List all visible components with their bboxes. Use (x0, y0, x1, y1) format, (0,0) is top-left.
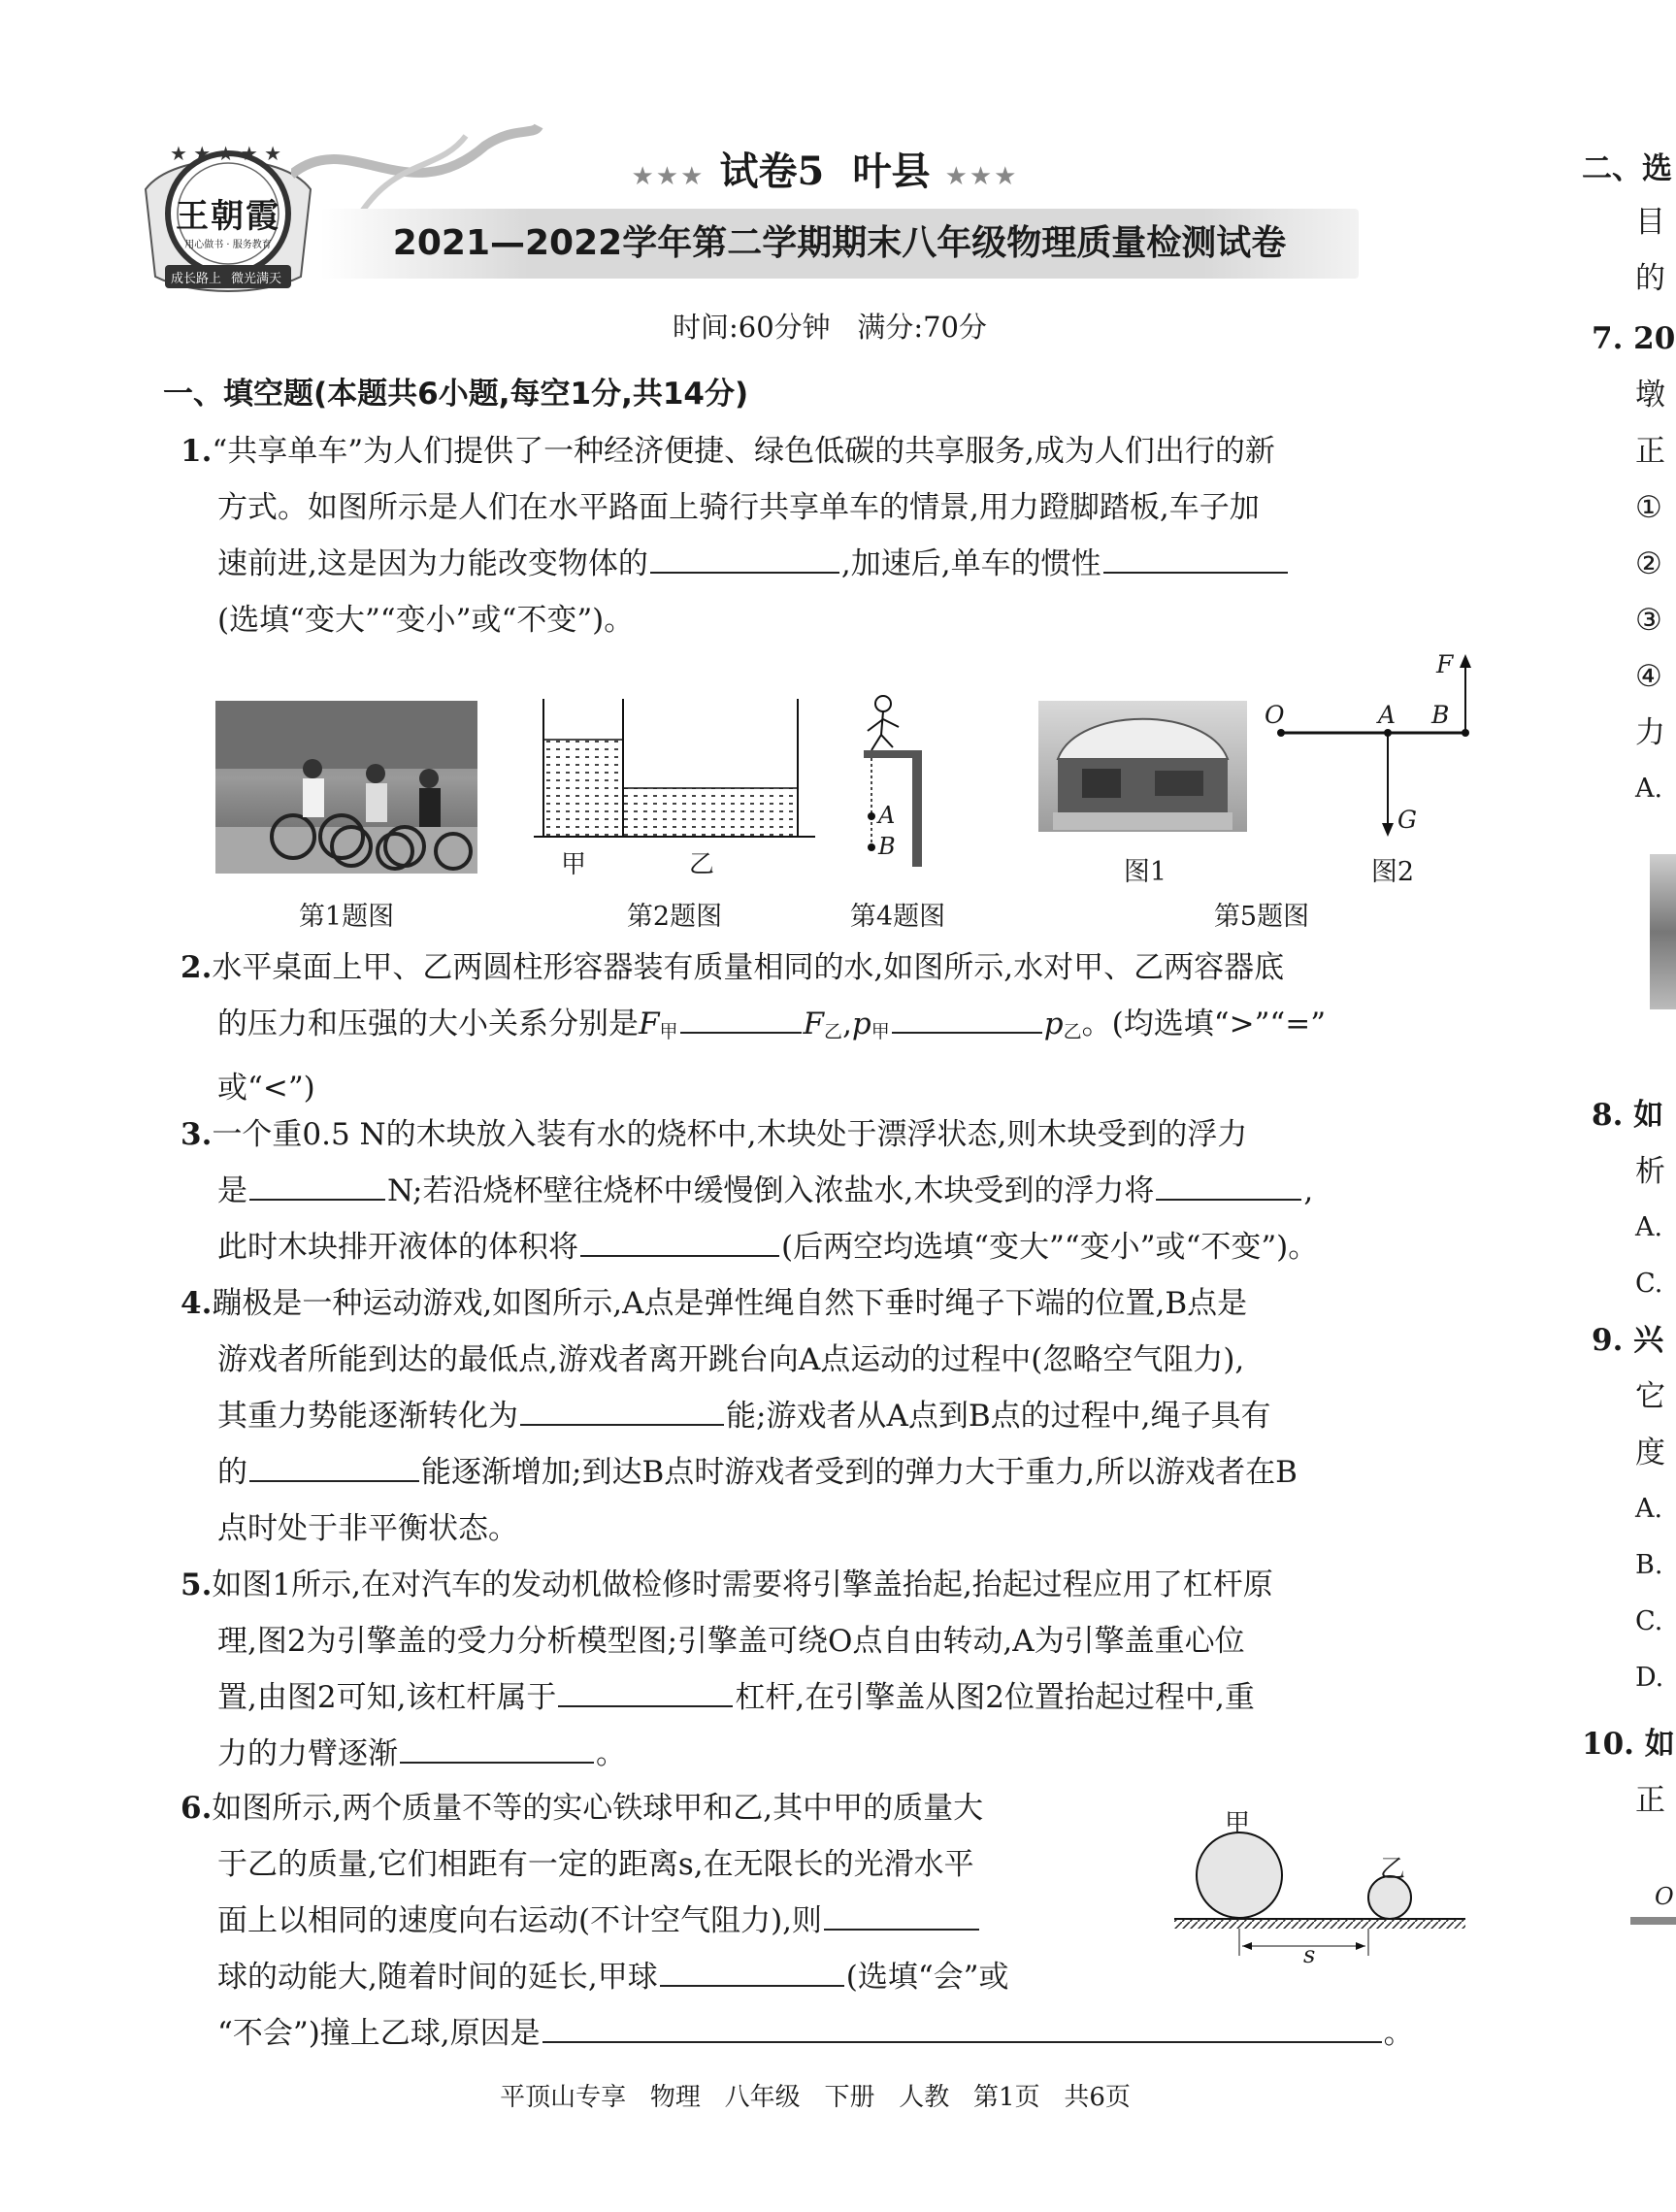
rc-q9A: A. (1635, 1494, 1663, 1524)
q6-line1: 如图所示,两个质量不等的实心铁球甲和乙,其中甲的质量大 (212, 1791, 984, 1826)
q2-number: 2. (181, 950, 213, 985)
q3-line2a: 是 (217, 1173, 247, 1208)
stars-left: ★★★ (631, 162, 706, 191)
exam-label: 试卷5 (719, 149, 825, 194)
q4-number: 4. (181, 1286, 213, 1321)
q4-blank-1[interactable] (520, 1391, 724, 1426)
q3-blank-2[interactable] (1156, 1166, 1301, 1201)
q1-blank-1[interactable] (650, 539, 839, 574)
rc-q10-bar (1630, 1917, 1676, 1925)
rc-o1: ① (1635, 490, 1662, 525)
exam-region: 叶县 (852, 149, 931, 194)
right-col-q9 (1592, 1312, 1676, 1706)
fig4-bungee-diagram (854, 694, 941, 869)
rc-r2: 的 (1635, 261, 1665, 296)
exam-subtitle: 2021—2022学年第二学期期末八年级物理质量检测试卷 (392, 223, 1287, 263)
fig4-label-B: B (878, 833, 896, 860)
rc-q8: 8. 如 (1592, 1098, 1664, 1133)
q3-blank-1[interactable] (249, 1166, 385, 1201)
rc-q9C: C. (1635, 1606, 1663, 1636)
q6-number: 6. (181, 1791, 213, 1826)
q3-line3b: (后两空均选填“变大”“变小”或“不变”)。 (781, 1230, 1319, 1265)
q2-line2c: 。(均选填“>”“=” (1081, 1007, 1327, 1041)
q5-line2: 理,图2为引擎盖的受力分析模型图;引擎盖可绕O点自由转动,A为引擎盖重心位 (217, 1624, 1245, 1659)
q2-comma: , (842, 1007, 852, 1041)
q6-line4b: (选填“会”或 (845, 1960, 1009, 1995)
rc-q8A: A. (1635, 1212, 1663, 1242)
q1-line3a: 速前进,这是因为力能改变物体的 (217, 546, 648, 581)
q6-blank-1[interactable] (824, 1896, 979, 1931)
fig-caption-5: 第5题图 (1213, 902, 1310, 932)
stars-right: ★★★ (944, 162, 1019, 191)
q6-line5b: 。 (1383, 2016, 1414, 2051)
q6-line4a: 球的动能大,随着时间的延长,甲球 (217, 1960, 658, 1995)
q3-number: 3. (181, 1117, 213, 1152)
rc-q8C: C. (1635, 1269, 1663, 1299)
question-2 (181, 940, 1471, 1116)
q2-p-jia: p (851, 1007, 871, 1041)
fig-caption-1: 第1题图 (298, 902, 395, 932)
q2-sub-yi-1: 乙 (824, 1021, 843, 1042)
q5-blank-1[interactable] (558, 1672, 733, 1707)
q3-blank-3[interactable] (580, 1222, 779, 1257)
q4-line4b: 能逐渐增加;到达B点时游戏者受到的弹力大于重力,所以游戏者在B (421, 1455, 1298, 1490)
q3-line2b: N;若沿烧杯壁往烧杯中缓慢倒入浓盐水,木块受到的浮力将 (387, 1173, 1155, 1208)
exam-meta: 时间:60分钟 满分:70分 (673, 311, 987, 344)
page-footer: 平顶山专享 物理 八年级 下册 人教 第1页 共6页 (500, 2083, 1131, 2112)
q2-F-yi: F (803, 1007, 825, 1041)
q3-line2c: , (1303, 1173, 1314, 1208)
rc-o4: ④ (1635, 659, 1662, 694)
q2-sub-jia-2: 甲 (871, 1021, 890, 1042)
q5-number: 5. (181, 1568, 213, 1602)
q6-fig-label-s: s (1303, 1941, 1316, 1968)
q2-p-yi: p (1043, 1007, 1064, 1041)
question-5 (181, 1557, 1471, 1782)
rc-q9D: D. (1635, 1663, 1664, 1693)
q4-line2: 游戏者所能到达的最低点,游戏者离开跳台向A点运动的过程中(忽略空气阻力), (217, 1342, 1245, 1377)
rc-q7: 7. 20 (1592, 321, 1676, 356)
rc-r1: 目 (1635, 205, 1665, 240)
q1-line3b: ,加速后,单车的惯性 (840, 546, 1101, 581)
q6-fig-label-yi: 乙 (1380, 1855, 1406, 1884)
fig4-label-A: A (878, 802, 896, 829)
q5-line1: 如图1所示,在对汽车的发动机做检修时需要将引擎盖抬起,抬起过程应用了杠杆原 (212, 1568, 1273, 1602)
rc-q7A: A. (1635, 774, 1663, 804)
q1-line4: (选填“变大”“变小”或“不变”)。 (217, 603, 635, 638)
fig5-label-B: B (1431, 701, 1450, 729)
section-1-title: 一、填空题(本题共6小题,每空1分,共14分) (163, 377, 749, 412)
fig5-label-A: A (1378, 701, 1397, 729)
fig2-containers-diagram (534, 699, 815, 844)
rc-q9: 9. 兴 (1592, 1323, 1664, 1358)
q2-sub-yi-2: 乙 (1063, 1021, 1082, 1042)
rc-q7c: 力 (1635, 715, 1665, 750)
q6-blank-2[interactable] (660, 1952, 844, 1987)
q6-fig-label-jia: 甲 (1225, 1809, 1251, 1838)
q2-line2a: 的压力和压强的大小关系分别是 (217, 1007, 639, 1041)
rc-q9b: 度 (1635, 1436, 1665, 1470)
q4-line1: 蹦极是一种运动游戏,如图所示,A点是弹性绳自然下垂时绳子下端的位置,B点是 (212, 1286, 1248, 1321)
rc-q10-O: O (1655, 1883, 1674, 1910)
q3-line3a: 此时木块排开液体的体积将 (217, 1230, 578, 1265)
exam-title-bar (592, 141, 1058, 194)
q6-line3a: 面上以相同的速度向右运动(不计空气阻力),则 (217, 1903, 823, 1938)
question-1 (181, 423, 1471, 648)
q6-balls-diagram (1174, 1805, 1465, 1970)
fig5-lever-diagram (1262, 650, 1485, 844)
q1-blank-2[interactable] (1103, 539, 1288, 574)
svg-text:★ ★ ★ ★ ★: ★ ★ ★ ★ ★ (170, 142, 282, 165)
q5-line4a: 力的力臂逐渐 (217, 1736, 398, 1771)
q4-line4a: 的 (217, 1455, 247, 1490)
rc-q7a: 墩 (1635, 378, 1665, 413)
right-col-section-2: 二、选 (1582, 151, 1672, 186)
q4-line5: 点时处于非平衡状态。 (217, 1511, 518, 1546)
fig2-label-yi: 乙 (689, 850, 715, 879)
logo-tagline: 用心做书 · 服务教育 (184, 240, 272, 250)
question-3 (181, 1106, 1471, 1275)
rc-o2: ② (1635, 546, 1662, 581)
fig2-label-jia: 甲 (561, 850, 587, 879)
rc-q9B: B. (1635, 1550, 1663, 1580)
fig-caption-4: 第4题图 (849, 902, 946, 932)
right-col-q10 (1582, 1716, 1676, 1829)
q5-blank-2[interactable] (400, 1729, 594, 1764)
right-col-text (1592, 194, 1676, 307)
logo-slogan-2: 微光满天 (231, 272, 282, 286)
question-4 (181, 1275, 1471, 1557)
fig-caption-2: 第2题图 (626, 902, 723, 932)
rc-q8a: 析 (1635, 1154, 1665, 1189)
fig5-label-O: O (1265, 701, 1285, 729)
q1-line1: “共享单车”为人们提供了一种经济便捷、绿色低碳的共享服务,成为人们出行的新 (212, 434, 1275, 469)
fig5-label-F: F (1436, 650, 1454, 678)
q1-line2: 方式。如图所示是人们在水平路面上骑行共享单车的情景,用力蹬脚踏板,车子加 (217, 490, 1260, 525)
rc-q9a: 它 (1635, 1379, 1665, 1414)
q5-line3b: 杠杆,在引擎盖从图2位置抬起过程中,重 (735, 1680, 1255, 1715)
q2-sub-jia-1: 甲 (659, 1021, 678, 1042)
logo-name: 王朝霞 (176, 197, 280, 236)
logo-slogan-1: 成长路上 (171, 272, 222, 286)
q4-line3b: 能;游戏者从A点到B点的过程中,绳子具有 (726, 1399, 1271, 1434)
fig5-car-photo (1038, 701, 1247, 832)
right-col-q8 (1592, 1087, 1676, 1312)
q4-line3a: 其重力势能逐渐转化为 (217, 1399, 518, 1434)
q2-F-jia: F (639, 1007, 660, 1041)
q2-blank-1[interactable] (680, 999, 802, 1034)
q2-line1: 水平桌面上甲、乙两圆柱形容器装有质量相同的水,如图所示,水对甲、乙两容器底 (212, 950, 1285, 985)
right-col-q7 (1592, 311, 1676, 817)
fig5-sub-1: 图1 (1123, 857, 1167, 887)
q4-blank-2[interactable] (249, 1447, 419, 1482)
car-engine-image-icon (1038, 701, 1247, 832)
rc-q7b: 正 (1635, 434, 1665, 469)
q5-line4b: 。 (596, 1736, 626, 1771)
fig1-photo (215, 701, 477, 874)
q2-line3: 或“<”) (217, 1071, 315, 1106)
q6-line5a: “不会”)撞上乙球,原因是 (217, 2016, 541, 2051)
q6-line2: 于乙的质量,它们相距有一定的距离s,在无限长的光滑水平 (217, 1847, 974, 1882)
fig5-sub-2: 图2 (1370, 857, 1415, 887)
fig5-label-G: G (1397, 806, 1417, 834)
q2-blank-2[interactable] (892, 999, 1042, 1034)
q3-line1: 一个重0.5 N的木块放入装有水的烧杯中,木块处于漂浮状态,则木块受到的浮力 (212, 1117, 1248, 1152)
rc-q10: 10. 如 (1582, 1727, 1675, 1762)
rc-o3: ③ (1635, 603, 1662, 638)
cyclists-image-icon (215, 701, 477, 874)
q1-number: 1. (181, 434, 213, 469)
q6-blank-3[interactable] (542, 2008, 1382, 2043)
rc-q10a: 正 (1635, 1783, 1665, 1818)
rc-photo (1650, 854, 1676, 1009)
q5-line3a: 置,由图2可知,该杠杆属于 (217, 1680, 557, 1715)
